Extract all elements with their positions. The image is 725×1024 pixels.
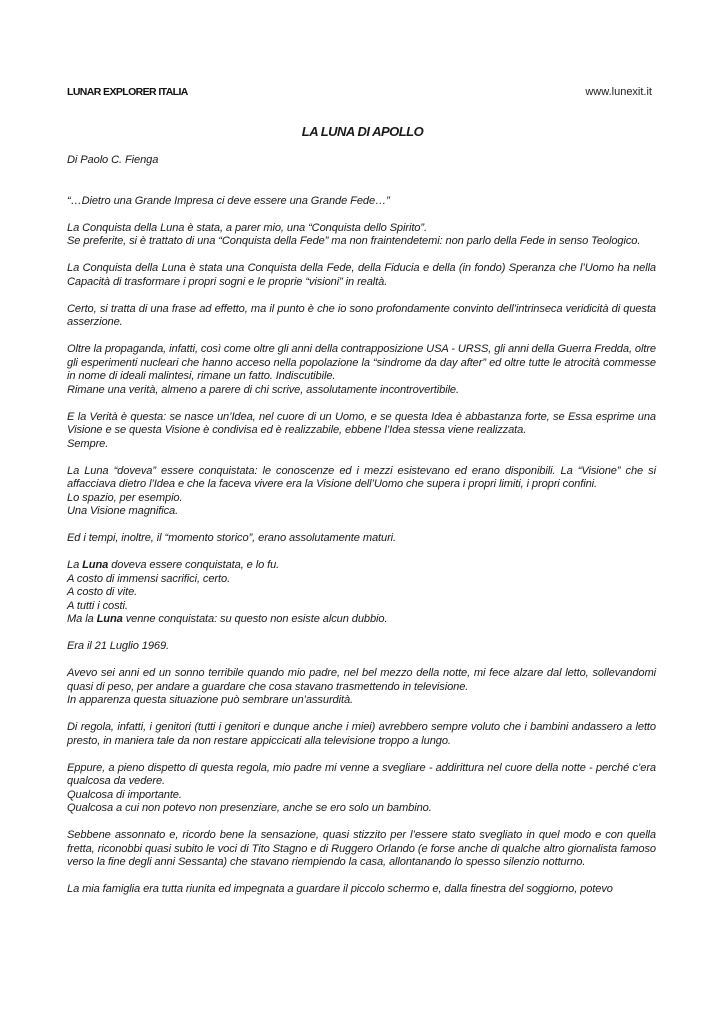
paragraph-line: E la Verità è questa: se nasce un’Idea, nel cuore di un Uomo, e se questa Idea è abbastanza forte, se Essa esprime una Visione e se questa Visione è condivisa ed è realizzabile, ebbene l’Idea stessa viene realizzata. (67, 410, 656, 436)
paragraph (67, 262, 656, 289)
paragraph-line: Qualcosa di importante. (67, 788, 182, 801)
paragraph-line: La Conquista della Luna è stata una Conquista della Fede, della Fiducia e della (in fondo) Speranza che l’Uomo ha nella Capacità di trasformare i propri sogni e le proprie “visioni” in realtà. (67, 262, 656, 288)
luna-line-3: A costo di vite. (67, 586, 138, 598)
paragraph (67, 640, 656, 654)
paragraph-line: Se preferite, si è trattato di una “Conquista della Fede” ma non fraintendetemi: non parlo della Fede in senso Teologico. (67, 235, 641, 247)
paragraph-line: Di regola, infatti, i genitori (tutti i genitori e dunque anche i miei) avrebbero sempre voluto che i bambini andassero a letto presto, in maniera tale da non restare appiccicati alla televisione troppo a lungo. (67, 721, 656, 747)
paragraph-line: La Conquista della Luna è stata, a parer mio, una “Conquista dello Spirito”. (67, 221, 427, 234)
author-line: Di Paolo C. Fienga (67, 154, 159, 166)
paragraph-line: Eppure, a pieno dispetto di questa regola, mio padre mi venne a svegliare - addirittura nel cuore della notte - perché c’era qualcosa da vedere. (67, 761, 656, 787)
paragraph (67, 465, 656, 519)
opening-quote: “…Dietro una Grande Impresa ci deve essere una Grande Fede…” (67, 194, 390, 207)
paragraph-line: La Luna “doveva” essere conquistata: le conoscenze ed i mezzi esistevano ed erano disponibili. La “Visione” che si affacciava dietro l’Idea e che la faceva vivere era la Visione dell’Uomo che supera i propri limiti, i propri confini. (67, 464, 656, 490)
paragraph-line: Certo, si tratta di una frase ad effetto, ma il punto è che io sono profondamente convinto dell’intrinseca veridicità di questa asserzione. (67, 302, 656, 328)
paragraph (67, 883, 656, 897)
document-body (67, 154, 656, 910)
paragraph (67, 532, 656, 546)
luna-line-5 (67, 613, 656, 627)
document-title: LA LUNA DI APOLLO (301, 124, 424, 139)
paragraph (67, 762, 656, 816)
paragraphs-part-1 (67, 222, 656, 546)
paragraphs-part-2 (67, 640, 656, 897)
paragraph (67, 667, 656, 708)
paragraph-line: Qualcosa a cui non potevo non presenziare, anche se ero solo un bambino. (67, 802, 432, 814)
paragraph (67, 303, 656, 330)
paragraph-line: Ed i tempi, inoltre, il “momento storico”, erano assolutamente maturi. (67, 532, 397, 544)
luna-block (67, 559, 656, 627)
paragraph-line: Era il 21 Luglio 1969. (67, 640, 170, 652)
luna-line-1-bold: Luna (82, 559, 109, 571)
luna-line-1-post: doveva essere conquistata, e lo fu. (108, 559, 280, 571)
paragraph (67, 411, 656, 452)
luna-line-1 (67, 559, 656, 573)
paragraph-line: Rimane una verità, almeno a parere di chi scrive, assolutamente incontrovertibile. (67, 383, 459, 396)
luna-line-5-pre: Ma la (67, 613, 97, 625)
paragraph (67, 829, 656, 870)
header-organization: LUNAR EXPLORER ITALIA (67, 86, 188, 98)
paragraph (67, 222, 656, 249)
luna-line-2: A costo di immensi sacrifici, certo. (67, 572, 231, 585)
luna-line-5-post: venne conquistata: su questo non esiste alcun dubbio. (122, 613, 388, 625)
luna-line-5-bold: Luna (96, 613, 123, 625)
paragraph-line: Lo spazio, per esempio. (67, 491, 183, 504)
paragraph-line: Sempre. (67, 437, 109, 450)
paragraph-line: La mia famiglia era tutta riunita ed impegnata a guardare il piccolo schermo e, dalla finestra del soggiorno, potevo (67, 883, 613, 895)
paragraph-line: Oltre la propaganda, infatti, così come oltre gli anni della contrapposizione USA - URSS, gli anni della Guerra Fredda, oltre gli esperimenti nucleari che hanno acceso nella popolazione la “sindrome da day after” ed oltre tutte le atrocità commesse in nome di ideali malintesi, rimane un fatto. Indiscutibile. (67, 343, 656, 382)
paragraph (67, 343, 656, 397)
paragraph (67, 721, 656, 748)
paragraph-line: Sebbene assonnato e, ricordo bene la sensazione, quasi stizzito per l’essere stato svegliato in quel modo e con quella fretta, riconobbi quasi subito le voci di Tito Stagno e di Ruggero Orlando (e forse anche di qualche altro giornalista famoso verso la fine degli anni Sessanta) che stavano riempiendo la casa, allontanando lo spesso silenzio notturno. (67, 829, 656, 868)
paragraph-line: In apparenza questa situazione può sembrare un’assurdità. (67, 694, 354, 706)
paragraph-line: Avevo sei anni ed un sonno terribile quando mio padre, nel bel mezzo della notte, mi fece alzare dal letto, sollevandomi quasi di peso, per andare a guardare che cosa stavano trasmettendo in televisione. (67, 667, 656, 693)
luna-line-4: A tutti i costi. (67, 599, 128, 612)
paragraph-line: Una Visione magnifica. (67, 505, 179, 517)
luna-line-1-pre: La (67, 559, 83, 571)
header-website: www.lunexit.it (585, 86, 652, 98)
